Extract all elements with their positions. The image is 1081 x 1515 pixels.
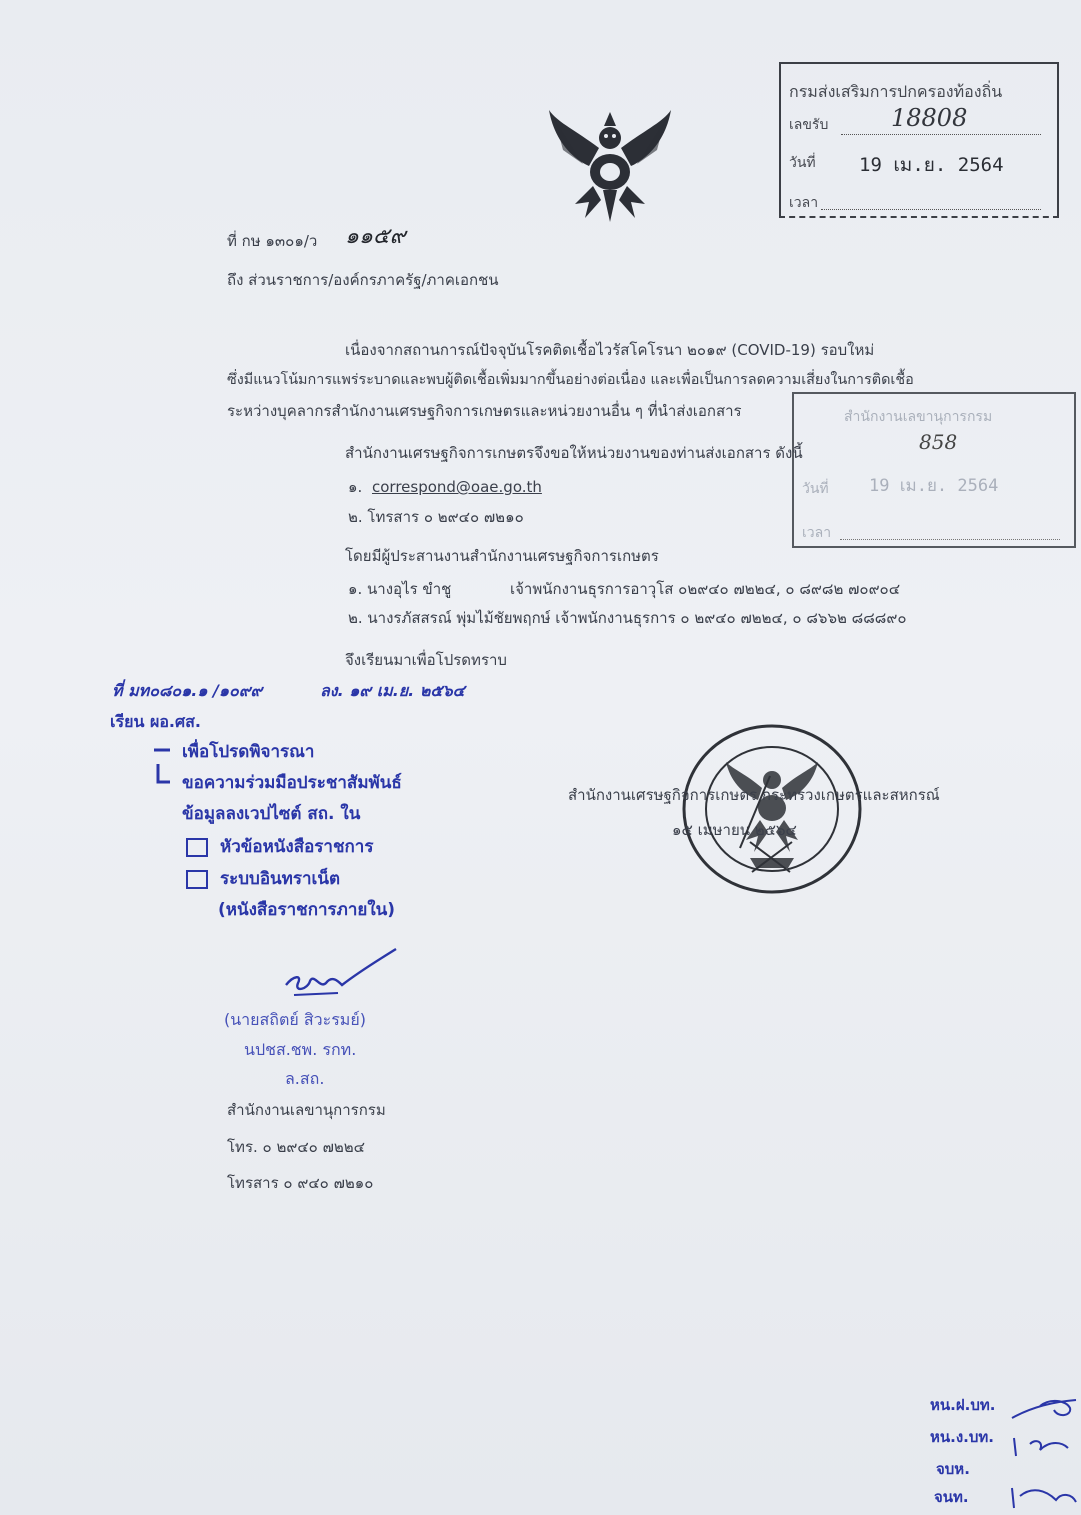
note-check2: ระบบอินทราเน็ต — [220, 869, 341, 889]
receipt-date-label: วันที่ — [789, 155, 816, 171]
item1-email-link[interactable]: correspond@oae.go.th — [372, 478, 542, 496]
signatory-title2: ล.สถ. — [285, 1069, 325, 1088]
office-fax: โทรสาร ๐ ๙๔๐ ๗๒๑๐ — [227, 1174, 374, 1192]
secondary-stamp-top: สำนักงานเลขานุการกรม — [844, 409, 993, 425]
checkbox-intranet[interactable] — [186, 870, 208, 889]
coord2: ๒. นางรภัสสรณ์ พุ่มไม้ชัยพฤกษ์ เจ้าพนักงานธุรการ ๐ ๒๙๔๐ ๗๒๒๔, ๐ ๘๖๖๒ ๘๘๘๙๐ — [348, 609, 907, 627]
signatory-title1: นปชส.ชพ. รกท. — [244, 1040, 357, 1059]
sender-line: สำนักงานเศรษฐกิจการเกษตร กระทรวงเกษตรและสหกรณ์ — [568, 786, 940, 804]
coord1-detail: เจ้าพนักงานธุรการอาวุโส ๐๒๙๔๐ ๗๒๒๔, ๐ ๘๙๘๒ ๗๐๙๐๔ — [510, 580, 901, 598]
secondary-stamp-date: 19 เม.ย. 2564 — [869, 476, 999, 496]
receipt-stamp-org: กรมส่งเสริมการปกครองท้องถิ่น — [789, 82, 1003, 101]
note-bracket-mark — [150, 742, 174, 792]
letter-ref: ที่ กษ ๑๓๐๑/ว — [227, 232, 318, 250]
secondary-stamp-time-label: เวลา — [802, 525, 832, 541]
signature-mark — [280, 945, 400, 1000]
receipt-stamp — [779, 62, 1059, 218]
para1-line3: ระหว่างบุคลากรสำนักงานเศรษฐกิจการเกษตรและหน่วยงานอื่น ๆ ที่นำส่งเอกสาร — [227, 402, 742, 420]
receipt-time-line — [821, 209, 1041, 210]
signatory-name: (นายสถิตย์ สิวะรมย์) — [224, 1010, 366, 1029]
closing: จึงเรียนมาเพื่อโปรดทราบ — [345, 651, 507, 669]
secondary-stamp-date-label: วันที่ — [802, 481, 829, 497]
note-option2: ขอความร่วมมือประชาสัมพันธ์ — [182, 773, 402, 793]
garuda-emblem — [545, 100, 675, 225]
office-phone: โทร. ๐ ๒๙๔๐ ๗๒๒๔ — [227, 1138, 366, 1156]
receipt-date-value: 19 เม.ย. 2564 — [859, 154, 1004, 176]
coord1-name: ๑. นางอุไร ขำชู — [348, 580, 452, 598]
para2: สำนักงานเศรษฐกิจการเกษตรจึงขอให้หน่วยงานของท่านส่งเอกสาร ดังนี้ — [345, 444, 803, 462]
routing-line4: จนท. — [934, 1488, 969, 1506]
item2-fax: ๒. โทรสาร ๐ ๒๙๔๐ ๗๒๑๐ — [348, 508, 524, 526]
receipt-no-value: 18808 — [891, 104, 968, 132]
note-ref-date: ลง. ๑๙ เม.ย. ๒๕๖๔ — [320, 681, 465, 700]
checkbox-official-letter[interactable] — [186, 838, 208, 857]
receipt-no-line — [841, 134, 1041, 135]
receipt-no-label: เลขรับ — [789, 117, 829, 133]
coord-heading: โดยมีผู้ประสานงานสำนักงานเศรษฐกิจการเกษตร — [345, 547, 659, 565]
para1-line1: เนื่องจากสถานการณ์ปัจจุบันโรคติดเชื้อไวรัสโคโรนา ๒๐๑๙ (COVID-19) รอบใหม่ — [345, 341, 875, 359]
note-to: เรียน ผอ.ศส. — [110, 712, 202, 731]
letter-date: ๑๕ เมษายน ๒๕๖๔ — [672, 821, 797, 839]
note-option1: เพื่อโปรดพิจารณา — [182, 742, 315, 762]
note-check2b: (หนังสือราชการภายใน) — [218, 900, 396, 920]
secondary-stamp — [792, 392, 1076, 548]
note-check1: หัวข้อหนังสือราชการ — [220, 837, 374, 857]
routing-line3: จบห. — [936, 1460, 970, 1478]
letter-to: ถึง ส่วนราชการ/องค์กรภาครัฐ/ภาคเอกชน — [227, 271, 499, 289]
receipt-time-label: เวลา — [789, 195, 819, 211]
letter-ref-hand: ๑๑๕๙ — [345, 224, 406, 249]
routing-initials — [1010, 1378, 1080, 1514]
routing-line2: หน.ง.บท. — [930, 1428, 994, 1446]
note-ref-line: ที่ มท๐๘๐๑.๑ /๑๐๙๙ — [112, 681, 263, 700]
note-option2b: ข้อมูลลงเวปไซต์ สถ. ใน — [182, 804, 361, 824]
item1-prefix: ๑. — [348, 478, 363, 496]
office-line: สำนักงานเลขานุการกรม — [227, 1101, 386, 1119]
para1-line2: ซึ่งมีแนวโน้มการแพร่ระบาดและพบผู้ติดเชื้อเพิ่มมากขึ้นอย่างต่อเนื่อง และเพื่อเป็นการลดความเสี่ยงในการติดเชื้อ — [227, 372, 914, 388]
secondary-stamp-line — [840, 539, 1060, 540]
secondary-stamp-no: 858 — [919, 430, 958, 454]
seal-scribble — [730, 772, 790, 852]
routing-line1: หน.ฝ.บท. — [930, 1396, 996, 1414]
